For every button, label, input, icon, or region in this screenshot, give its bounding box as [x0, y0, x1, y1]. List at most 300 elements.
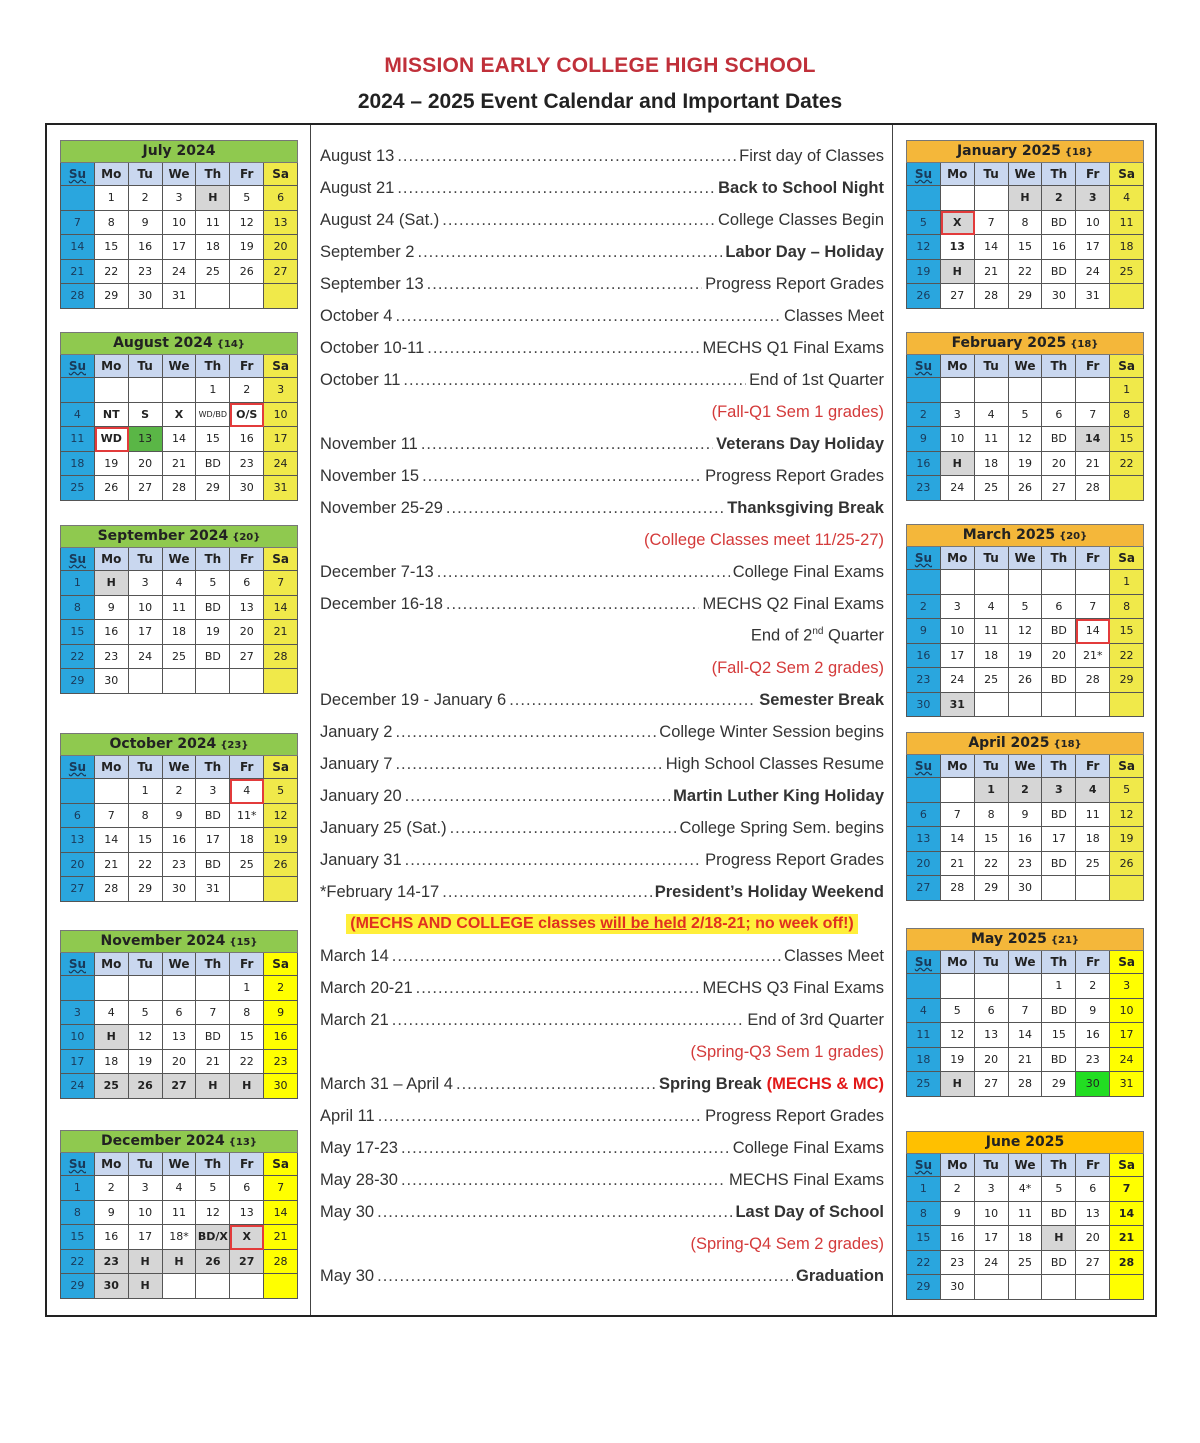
day-cell: 4*	[1009, 1177, 1043, 1202]
day-cell: BD	[196, 804, 230, 829]
day-cell: 16	[1009, 827, 1043, 852]
day-cell: X	[163, 403, 197, 428]
day-cell: 11*	[230, 804, 264, 829]
day-cell: 7	[196, 1001, 230, 1026]
day-grid	[906, 1154, 1144, 1300]
day-grid	[906, 951, 1144, 1097]
day-cell: 8	[1110, 595, 1144, 620]
month-name: August 2024	[113, 335, 213, 351]
weekday-header: Su	[61, 756, 95, 779]
event-row	[320, 684, 884, 716]
event-name: Progress Report Grades	[705, 850, 884, 869]
day-cell: 16	[95, 1225, 129, 1250]
day-cell: 19	[907, 260, 941, 285]
day-cell: 14	[1110, 1202, 1144, 1227]
day-cell: 22	[975, 852, 1009, 877]
day-cell: 18	[1009, 1226, 1043, 1251]
month-calendar-november-2024	[60, 930, 298, 1099]
event-date: August 21	[320, 178, 395, 197]
weekday-header: Mo	[941, 951, 975, 974]
day-cell: 21	[264, 1225, 298, 1250]
event-row	[320, 1004, 884, 1036]
event-row	[320, 1132, 884, 1164]
day-cell: 4	[975, 595, 1009, 620]
empty-cell	[129, 378, 163, 403]
day-cell: 3	[129, 571, 163, 596]
day-cell: 16	[264, 1025, 298, 1050]
day-cell: 24	[129, 645, 163, 670]
day-cell: 18	[975, 644, 1009, 669]
day-cell: H	[941, 260, 975, 285]
event-date: November 15	[320, 466, 420, 485]
day-cell: 23	[907, 476, 941, 501]
day-cell: 24	[1110, 1048, 1144, 1073]
day-cell: 28	[264, 645, 298, 670]
event-name: Graduation	[795, 1266, 884, 1285]
page-title: 2024 – 2025 Event Calendar and Important Dates	[357, 90, 843, 113]
day-cell: 11	[975, 427, 1009, 452]
empty-cell	[975, 378, 1009, 403]
day-cell: 6	[230, 1176, 264, 1201]
day-cell: 11	[1110, 211, 1144, 236]
day-cell: 23	[95, 645, 129, 670]
day-cell: 12	[196, 1201, 230, 1226]
school-day-count: {18}	[1070, 339, 1099, 350]
day-cell: 14	[264, 1201, 298, 1226]
day-cell: 13	[975, 1023, 1009, 1048]
event-date: March 31 – April 4	[320, 1074, 453, 1093]
weekday-header: Fr	[1076, 755, 1110, 778]
empty-cell	[975, 693, 1009, 718]
day-cell: 3	[61, 1001, 95, 1026]
dot-leader	[392, 947, 781, 966]
weekday-header: Sa	[264, 756, 298, 779]
event-date: January 2	[320, 722, 393, 741]
day-cell: 25	[230, 853, 264, 878]
event-row	[320, 620, 884, 652]
weekday-header: Su	[907, 547, 941, 570]
day-cell: 17	[264, 427, 298, 452]
weekday-header: Mo	[941, 755, 975, 778]
day-cell: 30	[163, 877, 197, 902]
weekday-header: Mo	[941, 163, 975, 186]
dot-leader	[401, 1139, 730, 1158]
weekday-header: Fr	[230, 953, 264, 976]
event-name: Classes Meet	[784, 946, 884, 965]
event-row	[320, 972, 884, 1004]
day-cell: 9	[941, 1202, 975, 1227]
day-cell: 30	[95, 1274, 129, 1299]
day-cell: 16	[230, 427, 264, 452]
weekday-header: Th	[1042, 755, 1076, 778]
month-calendar-december-2024	[60, 1130, 298, 1299]
event-name: Progress Report Grades	[705, 466, 884, 485]
weekday-header: Su	[907, 163, 941, 186]
day-cell: 18	[61, 452, 95, 477]
day-cell: 30	[230, 476, 264, 501]
day-cell: 2	[95, 1176, 129, 1201]
day-cell: BD	[196, 596, 230, 621]
day-cell: BD	[1042, 668, 1076, 693]
day-cell: 23	[129, 260, 163, 285]
day-cell: 18	[230, 828, 264, 853]
day-cell: 4	[975, 403, 1009, 428]
weekday-header: Mo	[95, 1153, 129, 1176]
event-date: October 10-11	[320, 338, 425, 357]
day-cell: 12	[1110, 803, 1144, 828]
weekday-header: Fr	[230, 355, 264, 378]
day-cell: 9	[907, 619, 941, 644]
day-cell: 21	[1076, 452, 1110, 477]
day-cell: 31	[1110, 1072, 1144, 1097]
day-cell: 22	[1110, 644, 1144, 669]
day-cell: 31	[941, 693, 975, 718]
day-cell: 19	[129, 1050, 163, 1075]
day-cell: 16	[163, 828, 197, 853]
weekday-header: Fr	[230, 548, 264, 571]
weekday-header: Sa	[264, 548, 298, 571]
note-text: (Fall-Q2 Sem 2 grades)	[711, 658, 884, 677]
day-cell: 11	[907, 1023, 941, 1048]
weekday-header: We	[1009, 755, 1043, 778]
weekday-header: Fr	[230, 756, 264, 779]
day-cell: 4	[95, 1001, 129, 1026]
day-cell: 6	[264, 186, 298, 211]
day-cell: 1	[1110, 570, 1144, 595]
event-row	[320, 364, 884, 396]
day-cell: 3	[196, 779, 230, 804]
event-name: President’s Holiday Weekend	[654, 882, 884, 901]
event-date: October 11	[320, 370, 401, 389]
day-cell: 10	[264, 403, 298, 428]
day-cell: 11	[1009, 1202, 1043, 1227]
day-cell: 21*	[1076, 644, 1110, 669]
day-cell: 26	[1009, 668, 1043, 693]
day-cell: 14	[1076, 427, 1110, 452]
day-cell: 14	[941, 827, 975, 852]
weekday-header: Fr	[1076, 547, 1110, 570]
day-cell: 12	[907, 235, 941, 260]
day-cell: 24	[941, 476, 975, 501]
day-cell: 17	[163, 235, 197, 260]
dot-leader	[422, 467, 702, 486]
day-cell: 29	[1042, 1072, 1076, 1097]
weekday-header: We	[163, 953, 197, 976]
day-cell: 10	[163, 211, 197, 236]
event-name: End of 1st Quarter	[749, 370, 884, 389]
day-cell: 10	[1076, 211, 1110, 236]
day-cell: 29	[95, 284, 129, 309]
weekday-header: Sa	[1110, 755, 1144, 778]
day-cell: 31	[1076, 284, 1110, 309]
event-row	[320, 204, 884, 236]
empty-cell	[196, 284, 230, 309]
day-cell: 11	[1076, 803, 1110, 828]
day-cell: 13	[1076, 1202, 1110, 1227]
dot-leader	[405, 851, 703, 870]
empty-cell	[163, 1274, 197, 1299]
day-cell: 20	[1076, 1226, 1110, 1251]
day-cell: 3	[1076, 186, 1110, 211]
day-cell: 24	[1076, 260, 1110, 285]
empty-cell	[907, 570, 941, 595]
day-cell: X	[941, 211, 975, 236]
day-cell: 9	[1009, 803, 1043, 828]
month-name: June 2025	[985, 1134, 1065, 1150]
month-title	[60, 525, 298, 548]
weekday-header: Su	[61, 355, 95, 378]
event-row	[320, 492, 884, 524]
month-name: July 2024	[142, 143, 216, 159]
month-title	[60, 332, 298, 355]
empty-cell	[230, 1274, 264, 1299]
day-cell: 29	[975, 876, 1009, 901]
day-cell: 18	[95, 1050, 129, 1075]
day-cell: 7	[1009, 999, 1043, 1024]
day-cell: 3	[975, 1177, 1009, 1202]
month-title	[60, 733, 298, 756]
event-name: End of 3rd Quarter	[747, 1010, 884, 1029]
month-calendar-april-2025	[906, 732, 1144, 901]
event-row	[320, 812, 884, 844]
day-cell: 29	[1110, 668, 1144, 693]
empty-cell	[1076, 378, 1110, 403]
school-day-count: {21}	[1050, 935, 1080, 946]
day-cell: 29	[61, 669, 95, 694]
day-cell: 30	[129, 284, 163, 309]
day-cell: X	[230, 1225, 264, 1250]
day-cell: 23	[1076, 1048, 1110, 1073]
empty-cell	[129, 976, 163, 1001]
day-cell: 12	[230, 211, 264, 236]
day-cell: 11	[163, 596, 197, 621]
day-cell: 22	[129, 853, 163, 878]
day-cell: 31	[163, 284, 197, 309]
day-cell: 18	[163, 620, 197, 645]
day-cell: 24	[941, 668, 975, 693]
dot-leader	[405, 787, 671, 806]
event-date: August 24 (Sat.)	[320, 210, 440, 229]
day-cell: 13	[129, 427, 163, 452]
day-cell: 14	[95, 828, 129, 853]
empty-cell	[196, 976, 230, 1001]
day-cell: H	[163, 1250, 197, 1275]
weekday-header: Su	[907, 1154, 941, 1177]
weekday-header: Sa	[264, 953, 298, 976]
empty-cell	[907, 974, 941, 999]
month-name: December 2024	[101, 1133, 225, 1149]
day-cell: 26	[907, 284, 941, 309]
day-cell: 22	[1110, 452, 1144, 477]
weekday-header: Th	[196, 756, 230, 779]
day-cell: 27	[163, 1074, 197, 1099]
day-cell: 20	[129, 452, 163, 477]
event-date: January 20	[320, 786, 402, 805]
day-cell: 4	[61, 403, 95, 428]
event-row	[320, 1196, 884, 1228]
month-name: February 2025	[951, 335, 1067, 351]
day-cell: 29	[907, 1275, 941, 1300]
weekday-header: Mo	[941, 547, 975, 570]
empty-cell	[1042, 876, 1076, 901]
month-calendar-july-2024	[60, 140, 298, 309]
day-cell: 2	[129, 186, 163, 211]
month-title	[906, 1131, 1144, 1154]
day-cell: 27	[1042, 476, 1076, 501]
event-row	[320, 1100, 884, 1132]
day-cell: 30	[264, 1074, 298, 1099]
event-name: MECHS Q2 Final Exams	[702, 594, 884, 613]
month-calendar-january-2025	[906, 140, 1144, 309]
weekday-header: We	[163, 548, 197, 571]
day-cell: 12	[129, 1025, 163, 1050]
event-row	[320, 876, 884, 908]
divider-left	[310, 125, 311, 1315]
day-cell: 18	[907, 1048, 941, 1073]
weekday-header: Sa	[1110, 355, 1144, 378]
event-date: April 11	[320, 1106, 375, 1125]
empty-cell	[1042, 1275, 1076, 1300]
weekday-header: We	[1009, 355, 1043, 378]
empty-cell	[264, 877, 298, 902]
day-cell: 14	[264, 596, 298, 621]
day-cell: 27	[941, 284, 975, 309]
day-cell: 14	[61, 235, 95, 260]
empty-cell	[907, 378, 941, 403]
day-cell: 16	[941, 1226, 975, 1251]
weekday-header: Tu	[975, 1154, 1009, 1177]
day-cell: 25	[975, 668, 1009, 693]
weekday-header: Su	[61, 163, 95, 186]
day-cell: 9	[95, 596, 129, 621]
event-date: May 17-23	[320, 1138, 398, 1157]
day-cell: 19	[95, 452, 129, 477]
weekday-header: We	[163, 756, 197, 779]
day-cell: 4	[163, 571, 197, 596]
empty-cell	[61, 976, 95, 1001]
empty-cell	[264, 1274, 298, 1299]
dot-leader	[377, 1203, 732, 1222]
day-cell: 15	[1009, 235, 1043, 260]
day-cell: 28	[61, 284, 95, 309]
empty-cell	[230, 877, 264, 902]
weekday-header: Tu	[129, 953, 163, 976]
day-cell: 28	[1110, 1251, 1144, 1276]
day-cell: 17	[941, 644, 975, 669]
day-cell: H	[95, 1025, 129, 1050]
day-cell: 24	[264, 452, 298, 477]
day-cell: 25	[1009, 1251, 1043, 1276]
month-title	[906, 732, 1144, 755]
weekday-header: We	[1009, 547, 1043, 570]
day-cell: 23	[95, 1250, 129, 1275]
empty-cell	[1009, 378, 1043, 403]
day-cell: 13	[264, 211, 298, 236]
weekday-header: We	[163, 355, 197, 378]
day-cell: 23	[230, 452, 264, 477]
event-name: Thanksgiving Break	[727, 498, 884, 517]
day-cell: 25	[975, 476, 1009, 501]
event-name: Veterans Day Holiday	[716, 434, 884, 453]
day-cell: 20	[163, 1050, 197, 1075]
event-name: End of 2nd Quarter	[750, 626, 884, 645]
day-grid	[60, 163, 298, 309]
day-cell: 5	[129, 1001, 163, 1026]
event-note	[320, 524, 884, 556]
day-cell: 12	[264, 804, 298, 829]
day-cell: 8	[975, 803, 1009, 828]
empty-cell	[230, 284, 264, 309]
day-cell: BD	[1042, 427, 1076, 452]
day-cell: 8	[1110, 403, 1144, 428]
day-cell: 8	[61, 1201, 95, 1226]
event-row	[320, 236, 884, 268]
weekday-header: Tu	[975, 163, 1009, 186]
month-name: October 2024	[109, 736, 217, 752]
day-cell: 1	[907, 1177, 941, 1202]
month-calendar-february-2025	[906, 332, 1144, 501]
empty-cell	[61, 378, 95, 403]
day-cell: 2	[1076, 974, 1110, 999]
day-cell: 6	[907, 803, 941, 828]
day-cell: H	[196, 186, 230, 211]
day-cell: 17	[129, 1225, 163, 1250]
month-title	[60, 140, 298, 163]
weekday-header: We	[163, 1153, 197, 1176]
day-grid	[906, 163, 1144, 309]
day-cell: BD	[1042, 999, 1076, 1024]
empty-cell	[975, 570, 1009, 595]
day-cell: 8	[907, 1202, 941, 1227]
empty-cell	[1042, 570, 1076, 595]
event-name: College Spring Sem. begins	[679, 818, 884, 837]
event-note	[320, 652, 884, 684]
day-grid	[906, 547, 1144, 717]
highlight-notice	[320, 908, 884, 940]
day-cell: H	[129, 1250, 163, 1275]
day-cell: 20	[1042, 452, 1076, 477]
empty-cell	[941, 778, 975, 803]
empty-cell	[61, 779, 95, 804]
day-cell: 10	[129, 596, 163, 621]
day-cell: 7	[264, 571, 298, 596]
event-row	[320, 300, 884, 332]
event-note	[320, 1228, 884, 1260]
day-cell: 20	[230, 620, 264, 645]
school-day-count: {18}	[1053, 739, 1082, 750]
empty-cell	[1009, 693, 1043, 718]
school-day-count: {14}	[216, 339, 245, 350]
dot-leader	[509, 691, 756, 710]
event-name: Last Day of School	[735, 1202, 884, 1221]
event-row	[320, 268, 884, 300]
day-cell: 1	[230, 976, 264, 1001]
day-cell: 22	[907, 1251, 941, 1276]
day-cell: 5	[941, 999, 975, 1024]
day-cell: 1	[975, 778, 1009, 803]
event-date: January 31	[320, 850, 402, 869]
empty-cell	[941, 378, 975, 403]
day-cell: 3	[264, 378, 298, 403]
empty-cell	[163, 669, 197, 694]
weekday-header: Th	[196, 953, 230, 976]
day-cell: 15	[230, 1025, 264, 1050]
day-cell: 5	[264, 779, 298, 804]
day-cell: 21	[264, 620, 298, 645]
day-cell: 27	[907, 876, 941, 901]
day-cell: 16	[1076, 1023, 1110, 1048]
school-day-count: {20}	[232, 532, 261, 543]
